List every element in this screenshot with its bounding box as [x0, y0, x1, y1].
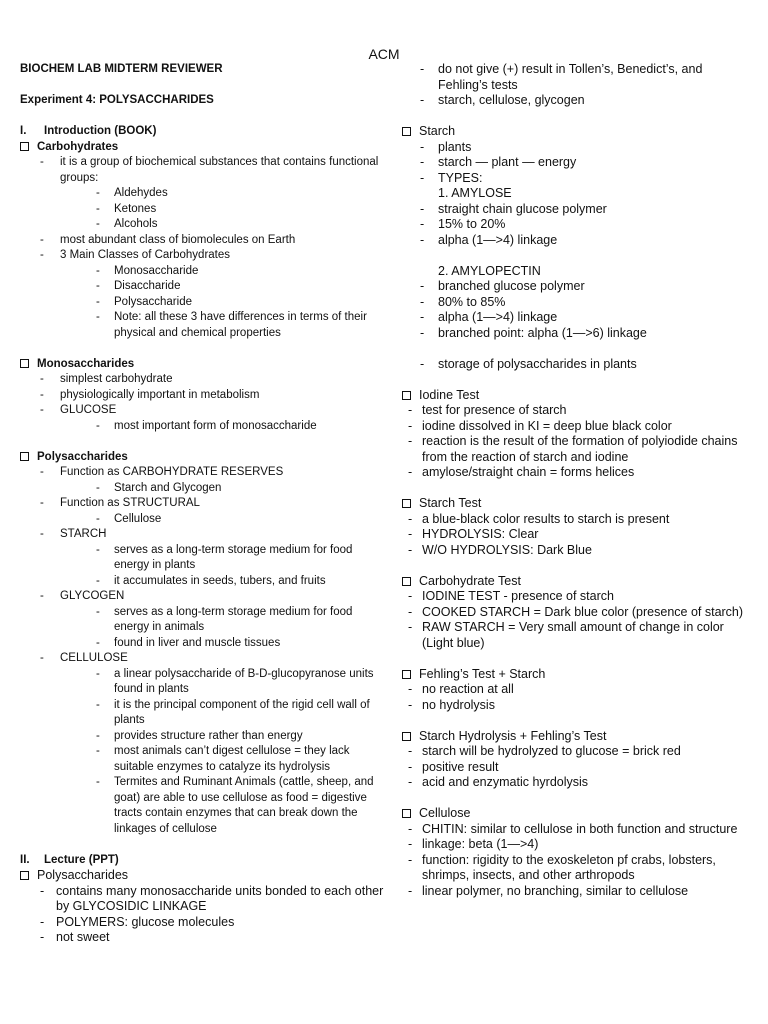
list-item: - not sweet — [20, 930, 390, 946]
list-item: - iodine dissolved in KI = deep blue black color — [402, 419, 754, 435]
list-item: - alpha (1—>4) linkage — [402, 310, 754, 326]
list-item: - most important form of monosaccharide — [20, 419, 390, 435]
list-item: - POLYMERS: glucose molecules — [20, 915, 390, 931]
list-item: - positive result — [402, 760, 754, 776]
topic-cellulose — [402, 806, 754, 822]
list-item: - STARCH — [20, 527, 390, 543]
list-item: - starch will be hydrolyzed to glucose = brick red — [402, 744, 754, 760]
list-item: - Monosaccharide — [20, 264, 390, 280]
topic-iodine-test — [402, 388, 754, 404]
list-item: - CELLULOSE — [20, 651, 390, 667]
list-item: - branched point: alpha (1—>6) linkage — [402, 326, 754, 342]
checkbox-icon[interactable] — [20, 871, 29, 880]
checkbox-icon[interactable] — [402, 732, 411, 741]
topic-label: Starch — [419, 124, 456, 138]
topic-label: Carbohydrate Test — [419, 573, 521, 588]
list-item: - most abundant class of biomolecules on Earth — [20, 233, 390, 249]
list-item: - GLUCOSE — [20, 403, 390, 419]
list-item: - Termites and Ruminant Animals (cattle, sheep, and goat) are able to use cellulose as food = digestive tracts contain enzymes that can break down the linkages of cellulose — [20, 775, 390, 837]
topic-starch-hydrolysis — [402, 729, 754, 745]
section-heading-label: Lecture (PPT) — [44, 853, 119, 866]
list-item: - Cellulose — [20, 512, 390, 528]
list-item: - linear polymer, no branching, similar to cellulose — [402, 884, 754, 900]
left-column — [20, 62, 390, 946]
topic-carbohydrates — [20, 140, 390, 156]
topic-label: Iodine Test — [419, 387, 480, 402]
topic-label: Fehling’s Test + Starch — [419, 666, 546, 681]
list-item: - W/O HYDROLYSIS: Dark Blue — [402, 543, 754, 559]
right-column — [402, 62, 754, 899]
list-item: - test for presence of starch — [402, 403, 754, 419]
list-item: - Disaccharide — [20, 279, 390, 295]
list-item: - Starch and Glycogen — [20, 481, 390, 497]
topic-fehlings-test — [402, 667, 754, 683]
list-item: - Note: all these 3 have differences in terms of their physical and chemical properties — [20, 310, 390, 341]
topic-label: Starch Test — [419, 496, 482, 510]
numbered-item: 1. AMYLOSE — [438, 186, 512, 200]
list-item: - reaction is the result of the formation of polyiodide chains from the reaction of starch and iodine — [402, 434, 754, 465]
list-item: - a linear polysaccharide of B-D-glucopyranose units found in plants — [20, 667, 390, 698]
list-item: - no hydrolysis — [402, 698, 754, 714]
list-item: - GLYCOGEN — [20, 589, 390, 605]
topic-polysaccharides — [20, 450, 390, 466]
roman-numeral: II. — [20, 853, 30, 866]
list-item: - it is the principal component of the rigid cell wall of plants — [20, 698, 390, 729]
list-item: - provides structure rather than energy — [20, 729, 390, 745]
list-item: - found in liver and muscle tissues — [20, 636, 390, 652]
list-item: - IODINE TEST - presence of starch — [402, 589, 754, 605]
list-item: - a blue-black color results to starch is present — [402, 512, 754, 528]
list-item: - acid and enzymatic hyrdolysis — [402, 775, 754, 791]
checkbox-icon[interactable] — [20, 452, 29, 461]
list-item: - straight chain glucose polymer — [402, 202, 754, 218]
topic-label: Polysaccharides — [37, 868, 129, 882]
topic-starch-test — [402, 496, 754, 512]
list-item: - no reaction at all — [402, 682, 754, 698]
list-item: - 3 Main Classes of Carbohydrates — [20, 248, 390, 264]
list-item: - Alcohols — [20, 217, 390, 233]
list-item: - TYPES: — [402, 171, 754, 187]
list-item: - physiologically important in metabolism — [20, 388, 390, 404]
list-item: - serves as a long-term storage medium for food energy in animals — [20, 605, 390, 636]
checkbox-icon[interactable] — [402, 391, 411, 400]
list-item: - alpha (1—>4) linkage — [402, 233, 754, 249]
section-heading-label: Introduction (BOOK) — [44, 125, 157, 137]
list-item: - Aldehydes — [20, 186, 390, 202]
list-item: - most animals can’t digest cellulose = they lack suitable enzymes to catalyze its hydrolysis — [20, 744, 390, 775]
list-item: - amylose/straight chain = forms helices — [402, 465, 754, 481]
list-item: - it is a group of biochemical substances that contains functional groups: — [20, 155, 390, 186]
checkbox-icon[interactable] — [402, 127, 411, 136]
numbered-item: 2. AMYLOPECTIN — [438, 263, 541, 278]
list-item: - linkage: beta (1—>4) — [402, 837, 754, 853]
document-title: BIOCHEM LAB MIDTERM REVIEWER — [20, 63, 223, 75]
list-item: - Ketones — [20, 202, 390, 218]
list-item: - Function as CARBOHYDRATE RESERVES — [20, 465, 390, 481]
list-item: - contains many monosaccharide units bonded to each other by GLYCOSIDIC LINKAGE — [20, 884, 390, 915]
section-heading-lecture — [20, 853, 390, 869]
list-item: - CHITIN: similar to cellulose in both function and structure — [402, 822, 754, 838]
checkbox-icon[interactable] — [402, 809, 411, 818]
topic-starch — [402, 124, 754, 140]
section-heading-intro — [20, 124, 390, 140]
checkbox-icon[interactable] — [20, 359, 29, 368]
list-item: - serves as a long-term storage medium for food energy in plants — [20, 543, 390, 574]
list-item: - branched glucose polymer — [402, 279, 754, 295]
list-item: - Function as STRUCTURAL — [20, 496, 390, 512]
list-item: - 15% to 20% — [402, 217, 754, 233]
checkbox-icon[interactable] — [402, 499, 411, 508]
list-item: - storage of polysaccharides in plants — [402, 357, 754, 373]
list-item: - RAW STARCH = Very small amount of change in color (Light blue) — [402, 620, 754, 651]
list-item: - COOKED STARCH = Dark blue color (presence of starch) — [402, 605, 754, 621]
list-item: - plants — [402, 140, 754, 156]
list-item: - function: rigidity to the exoskeleton pf crabs, lobsters, shrimps, insects, and other arthropods — [402, 853, 754, 884]
checkbox-icon[interactable] — [20, 142, 29, 151]
list-item: - Polysaccharide — [20, 295, 390, 311]
topic-label: Carbohydrates — [37, 140, 119, 153]
checkbox-icon[interactable] — [402, 670, 411, 679]
topic-label: Starch Hydrolysis + Fehling’s Test — [419, 728, 607, 743]
list-item: - simplest carbohydrate — [20, 372, 390, 388]
experiment-title: Experiment 4: POLYSACCHARIDES — [20, 94, 214, 106]
list-item: - do not give (+) result in Tollen’s, Benedict’s, and Fehling’s tests — [402, 62, 754, 93]
page-header: ACM — [368, 46, 400, 62]
roman-numeral: I. — [20, 125, 27, 137]
list-item: - it accumulates in seeds, tubers, and fruits — [20, 574, 390, 590]
topic-label: Monosaccharides — [37, 357, 135, 370]
list-item: - starch, cellulose, glycogen — [402, 93, 754, 109]
checkbox-icon[interactable] — [402, 577, 411, 586]
topic-label: Cellulose — [419, 806, 471, 820]
list-item: - starch — plant — energy — [402, 155, 754, 171]
list-item: - HYDROLYSIS: Clear — [402, 527, 754, 543]
topic-lecture-polysaccharides — [20, 868, 390, 884]
topic-carbohydrate-test — [402, 574, 754, 590]
topic-monosaccharides — [20, 357, 390, 373]
topic-label: Polysaccharides — [37, 450, 128, 463]
list-item: - 80% to 85% — [402, 295, 754, 311]
